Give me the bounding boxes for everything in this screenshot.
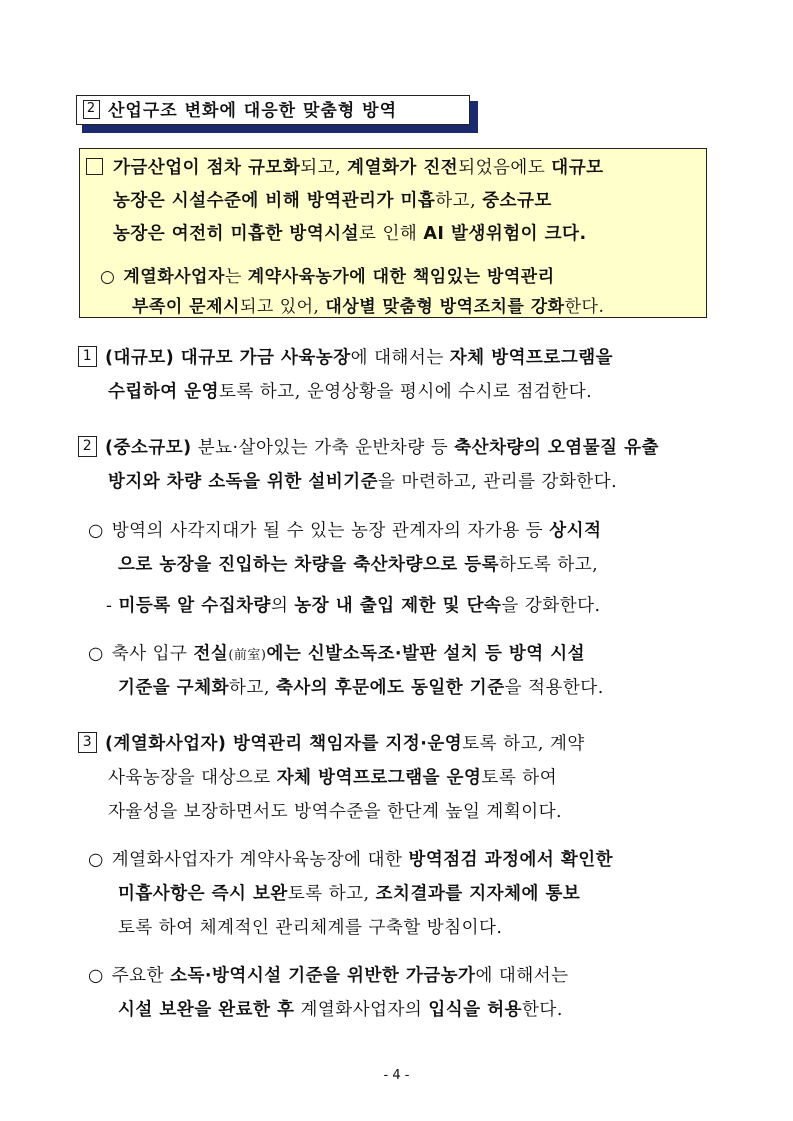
circle-bullet-icon: ○: [88, 850, 104, 870]
text-bold: 미등록 알 수집차량: [118, 596, 271, 616]
item-number-box: 1: [78, 346, 97, 367]
text-bold: 수립하여 운영: [108, 382, 220, 402]
text-bold: 대규모: [551, 158, 604, 178]
text: 에 대해서는: [350, 348, 450, 368]
text-bold: 계열화사업자: [123, 267, 225, 287]
item-1-line-1: [78, 344, 613, 369]
section-title: [76, 95, 484, 135]
summary-line-2: [113, 187, 552, 212]
text: 을 마련하고, 관리를 강화한다.: [378, 472, 618, 492]
circle-bullet-icon: ○: [88, 521, 104, 541]
text-bold: 중소규모: [482, 191, 552, 211]
text-bold: 농장은 여전히 미흡한 방역시설: [113, 224, 360, 244]
text: 에 대해서는: [475, 966, 569, 986]
sub-4-line-1: [88, 962, 569, 987]
summary-line-3: [113, 220, 587, 245]
item-3-line-2: [108, 764, 557, 789]
text-bold: 농장은 시설수준에 비해 방역관리가 미흡: [113, 191, 436, 211]
text-bold: 축사의 후문에도 동일한 기준: [275, 678, 505, 698]
text: 토록 하고, 계약: [462, 734, 585, 754]
title-box: [76, 95, 470, 125]
circle-bullet-icon: ○: [88, 966, 104, 986]
text: 토록 하여 체계적인 관리체계를 구축할 방침이다.: [118, 918, 503, 938]
text-bold: 상시적: [549, 521, 602, 541]
text-bold: 조치결과를 지자체에 통보: [375, 884, 581, 904]
text-bold: 자체 방역프로그램을 운영: [276, 768, 482, 788]
text-bold: 자체 방역프로그램을: [449, 348, 614, 368]
text: 계열화사업자의: [294, 1000, 429, 1020]
text: 되고,: [300, 158, 348, 178]
text: 한다.: [564, 297, 605, 317]
text-bold: 농장 내 출입 제한 및 단속: [294, 596, 502, 616]
summary-line-4: [100, 262, 555, 287]
item-1-line-2: [108, 378, 592, 403]
text-bold: 에는 신발소독조·발판 설치 등 방역 시설: [266, 644, 586, 664]
dash-bullet-icon: -: [106, 596, 113, 616]
item-3-line-1: [78, 730, 585, 755]
text-bold: 입식을 허용: [428, 1000, 523, 1020]
text: 주요한: [111, 966, 171, 986]
section-title-text: 산업구조 변화에 대응한 맞춤형 방역: [108, 101, 398, 121]
text: 계열화사업자가 계약사육농장에 대한: [111, 850, 409, 870]
item-3-line-3: [108, 798, 562, 823]
text: 되고 있어,: [239, 297, 326, 317]
item-2-line-2: [108, 468, 617, 493]
checkbox-square-icon: [86, 158, 103, 175]
item-number-box: 2: [78, 436, 97, 457]
text-bold: 기준을 구체화: [118, 678, 230, 698]
text: 하도록 하고,: [499, 555, 599, 575]
text-bold: 소독·방역시설 기준을 위반한 가금농가: [170, 966, 476, 986]
text: 사육농장을 대상으로: [108, 768, 277, 788]
text: 토록 하여: [481, 768, 558, 788]
text: 을 강화한다.: [501, 596, 601, 616]
sub-1-line-2: [118, 551, 598, 576]
text: 하고,: [435, 191, 483, 211]
text-bold: 계열화가 진전: [347, 158, 459, 178]
text: 토록 하고,: [287, 884, 376, 904]
sub-4-line-2: [118, 996, 563, 1021]
text: 축사 입구: [111, 644, 194, 664]
text-bold: 부족이 문제시: [132, 297, 240, 317]
text-bold: (계열화사업자) 방역관리 책임자를 지정·운영: [105, 734, 463, 754]
text: 방역의 사각지대가 될 수 있는 농장 관계자의 자가용 등: [111, 521, 550, 541]
item-2-line-1: [78, 434, 659, 459]
circle-bullet-icon: ○: [88, 644, 104, 664]
text-bold: 계약사육농가에 대한 책임있는 방역관리: [247, 267, 555, 287]
sub-2-line-1: [88, 640, 585, 665]
page-number: - 4 -: [383, 1068, 410, 1083]
text-bold: 전실: [193, 644, 229, 664]
text-bold: (중소규모): [105, 438, 192, 458]
text-bold: AI 발생위험이 크다.: [423, 224, 587, 244]
text: 토록 하고, 운영상황을 평시에 수시로 점검한다.: [219, 382, 593, 402]
text-bold: 대상별 맞춤형 방역조치를 강화: [325, 297, 565, 317]
text: 한다.: [522, 1000, 563, 1020]
sub-3-line-2: [118, 880, 580, 905]
sub-3-line-1: [88, 846, 613, 871]
text: 의: [270, 596, 295, 616]
section-number: 2: [83, 100, 100, 119]
text-bold: 방역점검 과정에서 확인한: [408, 850, 614, 870]
text: 하고,: [229, 678, 276, 698]
dash-1-line: [106, 592, 601, 617]
sub-1-line-1: [88, 517, 601, 542]
summary-line-1: [86, 154, 604, 179]
item-number-box: 3: [78, 732, 97, 753]
text: 되었음에도: [458, 158, 552, 178]
text-bold: 시설 보완을 완료한 후: [118, 1000, 295, 1020]
text-bold: (대규모) 대규모 가금 사육농장: [105, 348, 351, 368]
text: 분뇨·살아있는 가축 운반차량 등: [191, 438, 455, 458]
text-bold: 축산차량의 오염물질 유출: [454, 438, 659, 458]
summary-box: [79, 148, 707, 318]
text-small: (前室): [228, 648, 267, 663]
circle-bullet-icon: ○: [100, 267, 116, 287]
text-bold: 으로 농장을 진입하는 차량을 축산차량으로 등록: [118, 555, 500, 575]
text-bold: 미흡사항은 즉시 보완: [118, 884, 288, 904]
summary-line-5: [132, 292, 604, 317]
text-bold: 가금산업이 점차 규모화: [113, 158, 301, 178]
sub-3-line-3: [118, 914, 502, 939]
text: 을 적용한다.: [504, 678, 604, 698]
text-bold: 방지와 차량 소독을 위한 설비기준: [108, 472, 379, 492]
text: 로 인해: [359, 224, 424, 244]
text: 자율성을 보장하면서도 방역수준을 한단계 높일 계획이다.: [108, 802, 563, 822]
sub-2-line-2: [118, 674, 604, 699]
text: 는: [224, 267, 248, 287]
